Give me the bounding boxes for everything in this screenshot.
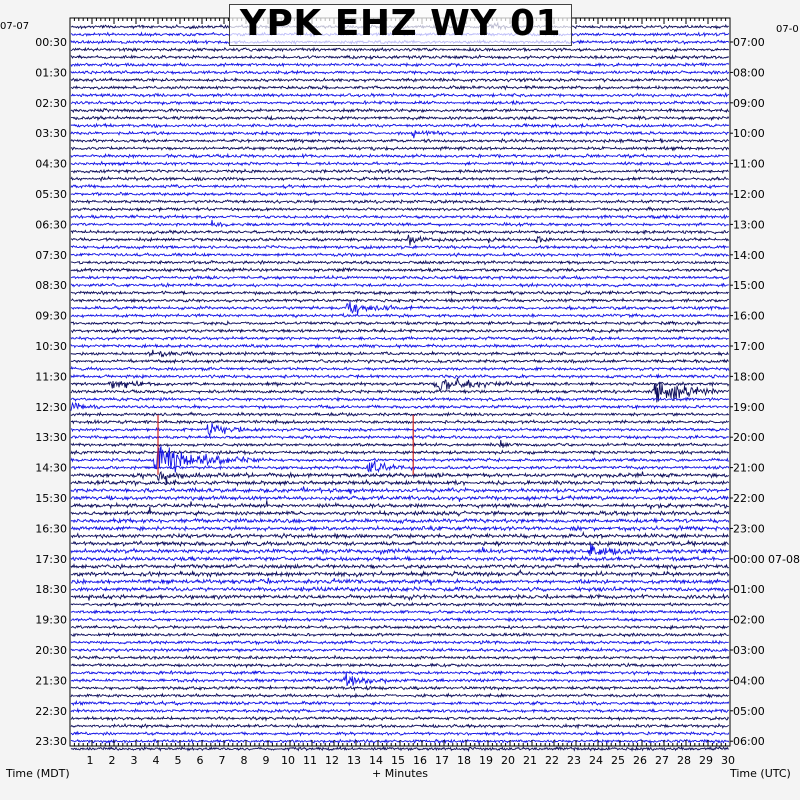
trace-line [71,747,729,751]
right-time-label: 09:00 [733,96,765,110]
left-date-label: 07-07 [0,21,30,32]
left-time-label: 12:30 [35,400,67,414]
x-tick-label: 13 [347,754,361,767]
left-axis-label: Time (MDT) [6,767,70,780]
left-time-label: 03:30 [35,127,67,141]
left-time-label: 05:30 [35,188,67,201]
right-time-label: 06:00 [733,735,765,749]
x-tick-label: 5 [174,754,182,767]
x-tick-label: 19 [479,754,493,767]
x-tick-label: 22 [545,754,559,767]
left-time-label: 19:30 [35,613,67,627]
x-axis-label: + Minutes [371,767,429,780]
x-tick-label: 14 [369,754,383,767]
left-time-label: 21:30 [35,674,67,688]
left-time-label: 00:30 [35,36,67,49]
x-tick-label: 29 [699,754,713,767]
x-tick-label: 11 [303,754,317,767]
x-tick-label: 28 [677,754,691,767]
right-time-label: 18:00 [733,370,765,384]
right-time-label: 04:00 [733,674,765,688]
x-tick-label: 16 [413,754,427,767]
right-time-labels [730,36,800,748]
x-tick-label: 18 [457,754,471,767]
x-tick-label: 4 [152,754,160,767]
right-time-label: 21:00 [733,461,765,475]
x-tick-label: 12 [325,754,339,767]
x-tick-label: 25 [611,754,625,767]
x-tick-label: 20 [501,754,515,767]
chart-title: YPK EHZ WY 01 [229,4,572,46]
x-tick-label: 15 [391,754,405,767]
right-time-label: 08:00 [733,66,765,80]
left-time-label: 08:30 [35,279,67,293]
left-time-label: 06:30 [35,218,67,232]
x-tick-label: 17 [435,754,449,767]
x-tick-label: 23 [567,754,581,767]
plot-area [70,18,730,746]
left-time-label: 04:30 [35,157,67,171]
left-time-label: 11:30 [35,370,67,384]
right-time-label: 11:00 [733,157,765,171]
x-tick-label: 21 [523,754,537,767]
left-time-label: 15:30 [35,492,67,505]
right-time-label: 19:00 [733,400,765,414]
x-tick-label: 1 [86,754,94,767]
x-tick-label: 24 [589,754,603,767]
left-time-label: 14:30 [35,461,67,475]
right-time-label: 10:00 [733,127,765,141]
right-time-label: 20:00 [733,431,765,445]
left-time-label: 09:30 [35,309,67,323]
x-tick-label: 2 [108,754,116,767]
x-tick-label: 30 [721,754,735,767]
right-axis-label: Time (UTC) [730,767,791,780]
x-tick-label: 26 [633,754,647,767]
left-time-label: 02:30 [35,96,67,110]
left-time-label: 07:30 [35,248,67,262]
left-time-label: 20:30 [35,644,67,657]
right-time-label: 22:00 [733,492,765,505]
right-time-label: 01:00 [733,583,765,597]
right-time-label: 02:00 [733,613,765,627]
right-time-label: 17:00 [733,340,765,353]
left-time-labels [35,36,67,748]
right-time-label: 23:00 [733,522,765,536]
right-date-label: 07-08 [768,552,800,566]
right-time-label: 03:00 [733,644,765,657]
right-time-label: 07:00 [733,36,765,49]
left-time-label: 10:30 [35,340,67,353]
right-time-label: 15:00 [733,279,765,293]
right-time-label: 16:00 [733,309,765,323]
left-time-label: 23:30 [35,735,67,749]
x-tick-label: 8 [240,754,248,767]
left-time-label: 13:30 [35,431,67,445]
left-time-label: 16:30 [35,522,67,536]
right-time-label: 12:00 [733,188,765,201]
left-time-label: 17:30 [35,552,67,566]
left-time-label: 22:30 [35,704,67,718]
right-time-label: 05:00 [733,704,765,718]
right-time-label: 00:00 [733,552,765,566]
right-time-label: 13:00 [733,218,765,232]
x-tick-label: 9 [262,754,270,767]
x-tick-label: 27 [655,754,669,767]
left-time-label: 01:30 [35,66,67,80]
right-date-top-label: 07-0 [776,24,799,35]
right-time-label: 14:00 [733,248,765,262]
x-tick-label: 10 [281,754,295,767]
x-tick-label: 6 [196,754,204,767]
left-time-label: 18:30 [35,583,67,597]
x-tick-label: 7 [218,754,226,767]
x-tick-label: 3 [130,754,138,767]
